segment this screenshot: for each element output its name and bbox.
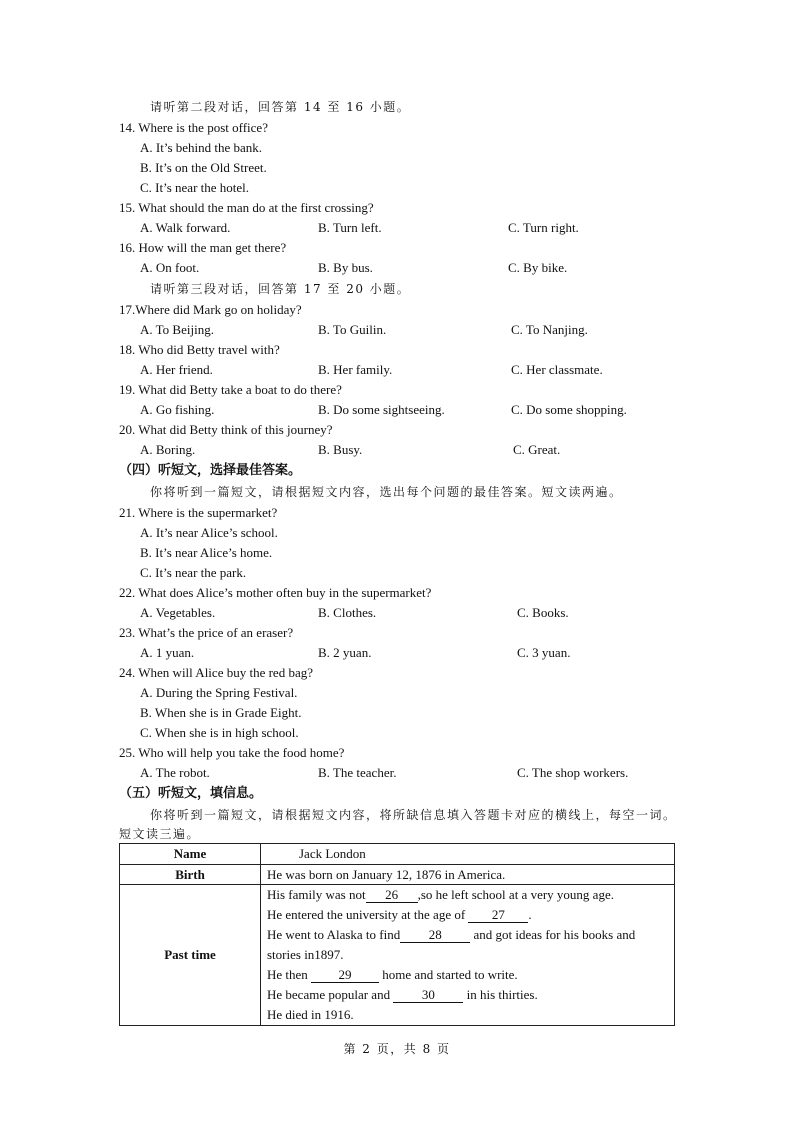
- page-footer: 第 2 页，共 8 页: [343, 1042, 451, 1056]
- q25-option-c: C. The shop workers.: [517, 765, 629, 780]
- q17-option-b: B. To Guilin.: [318, 322, 387, 337]
- past-line-3: [267, 925, 668, 945]
- q16-option-c: C. By bike.: [508, 260, 568, 275]
- q22-option-c: C. Books.: [517, 605, 569, 620]
- past-line-5-tail: home and started to write.: [382, 967, 518, 982]
- past-line-3-text: He went to Alaska to find: [267, 927, 401, 942]
- past-line-1: [267, 885, 668, 905]
- birth-value: He was born on January 12, 1876 in America.: [261, 865, 675, 885]
- past-line-2-tail: .: [528, 907, 532, 922]
- q15-option-a: A. Walk forward.: [140, 220, 231, 235]
- past-line-6-text: He became popular and: [267, 987, 391, 1002]
- question-24: 24. When will Alice buy the red bag?: [119, 665, 313, 680]
- name-label: Name: [120, 844, 261, 865]
- section-4-instruction: 你将听到一篇短文，请根据短文内容，选出每个问题的最佳答案。短文读两遍。: [150, 485, 623, 499]
- q14-option-b: B. It’s on the Old Street.: [140, 160, 267, 175]
- blank-27[interactable]: 27: [468, 908, 528, 923]
- section-5-instruction: 你将听到一篇短文，请根据短文内容，将所缺信息填入答题卡对应的横线上，每空一词。: [150, 808, 677, 822]
- question-25: 25. Who will help you take the food home?: [119, 745, 345, 760]
- q21-option-a: A. It’s near Alice’s school.: [140, 525, 278, 540]
- blank-26[interactable]: 26: [366, 888, 418, 903]
- past-line-4: stories in1897.: [267, 947, 344, 962]
- question-16: 16. How will the man get there?: [119, 240, 287, 255]
- past-line-7: He died in 1916.: [267, 1007, 354, 1022]
- q16-option-a: A. On foot.: [140, 260, 200, 275]
- q20-option-c: C. Great.: [513, 442, 561, 457]
- table-row-name: [120, 844, 675, 865]
- question-18: 18. Who did Betty travel with?: [119, 342, 280, 357]
- question-14: 14. Where is the post office?: [119, 120, 268, 135]
- q24-option-b: B. When she is in Grade Eight.: [140, 705, 302, 720]
- question-20: 20. What did Betty think of this journey?: [119, 422, 333, 437]
- q23-option-c: C. 3 yuan.: [517, 645, 571, 660]
- question-15: 15. What should the man do at the first crossing?: [119, 200, 374, 215]
- past-time-label: Past time: [120, 885, 261, 1026]
- q25-option-a: A. The robot.: [140, 765, 210, 780]
- q17-option-c: C. To Nanjing.: [511, 322, 588, 337]
- q17-option-a: A. To Beijing.: [140, 322, 214, 337]
- section-5-title: （五）听短文，填信息。: [119, 786, 263, 801]
- past-line-2-text: He entered the university at the age of: [267, 907, 466, 922]
- q25-option-b: B. The teacher.: [318, 765, 397, 780]
- question-21: 21. Where is the supermarket?: [119, 505, 278, 520]
- past-line-3-tail: and got ideas for his books and: [473, 927, 636, 942]
- q19-option-c: C. Do some shopping.: [511, 402, 627, 417]
- instruction-dialogue-2: 请听第二段对话，回答第 14 至 16 小题。: [150, 100, 411, 114]
- question-19: 19. What did Betty take a boat to do there?: [119, 382, 342, 397]
- q19-option-a: A. Go fishing.: [140, 402, 215, 417]
- q18-option-b: B. Her family.: [318, 362, 393, 377]
- q15-option-b: B. Turn left.: [318, 220, 382, 235]
- q18-option-a: A. Her friend.: [140, 362, 213, 377]
- section-4-title: （四）听短文，选择最佳答案。: [119, 463, 302, 478]
- q24-option-c: C. When she is in high school.: [140, 725, 299, 740]
- info-table: [119, 843, 675, 1026]
- question-23: 23. What’s the price of an eraser?: [119, 625, 294, 640]
- q16-option-b: B. By bus.: [318, 260, 373, 275]
- table-row-past-time: [120, 885, 675, 1026]
- section-5-instruction-cont: 短文读三遍。: [119, 827, 201, 841]
- q21-option-b: B. It’s near Alice’s home.: [140, 545, 273, 560]
- q23-option-a: A. 1 yuan.: [140, 645, 195, 660]
- name-value-text: Jack London: [299, 846, 366, 861]
- q24-option-a: A. During the Spring Festival.: [140, 685, 298, 700]
- past-line-1-text: His family was not: [267, 887, 366, 902]
- q21-option-c: C. It’s near the park.: [140, 565, 247, 580]
- birth-label: Birth: [120, 865, 261, 885]
- q14-option-a: A. It’s behind the bank.: [140, 140, 263, 155]
- blank-30[interactable]: 30: [393, 988, 463, 1003]
- past-line-6-tail: in his thirties.: [466, 987, 538, 1002]
- q23-option-b: B. 2 yuan.: [318, 645, 372, 660]
- blank-28[interactable]: 28: [400, 928, 470, 943]
- q15-option-c: C. Turn right.: [508, 220, 579, 235]
- past-time-content: [261, 885, 675, 1026]
- past-line-2: [267, 905, 668, 925]
- past-line-6: [267, 985, 668, 1005]
- q22-option-a: A. Vegetables.: [140, 605, 216, 620]
- name-value: [261, 844, 675, 865]
- q18-option-c: C. Her classmate.: [511, 362, 603, 377]
- table-row-birth: [120, 865, 675, 885]
- blank-29[interactable]: 29: [311, 968, 379, 983]
- q22-option-b: B. Clothes.: [318, 605, 377, 620]
- instruction-dialogue-3: 请听第三段对话，回答第 17 至 20 小题。: [150, 282, 411, 296]
- question-17: 17.Where did Mark go on holiday?: [119, 302, 302, 317]
- past-line-5: [267, 965, 668, 985]
- past-line-1-tail: ,so he left school at a very young age.: [417, 887, 614, 902]
- past-line-5-text: He then: [267, 967, 308, 982]
- question-22: 22. What does Alice’s mother often buy in the supermarket?: [119, 585, 432, 600]
- q14-option-c: C. It’s near the hotel.: [140, 180, 250, 195]
- q20-option-b: B. Busy.: [318, 442, 363, 457]
- q20-option-a: A. Boring.: [140, 442, 196, 457]
- q19-option-b: B. Do some sightseeing.: [318, 402, 445, 417]
